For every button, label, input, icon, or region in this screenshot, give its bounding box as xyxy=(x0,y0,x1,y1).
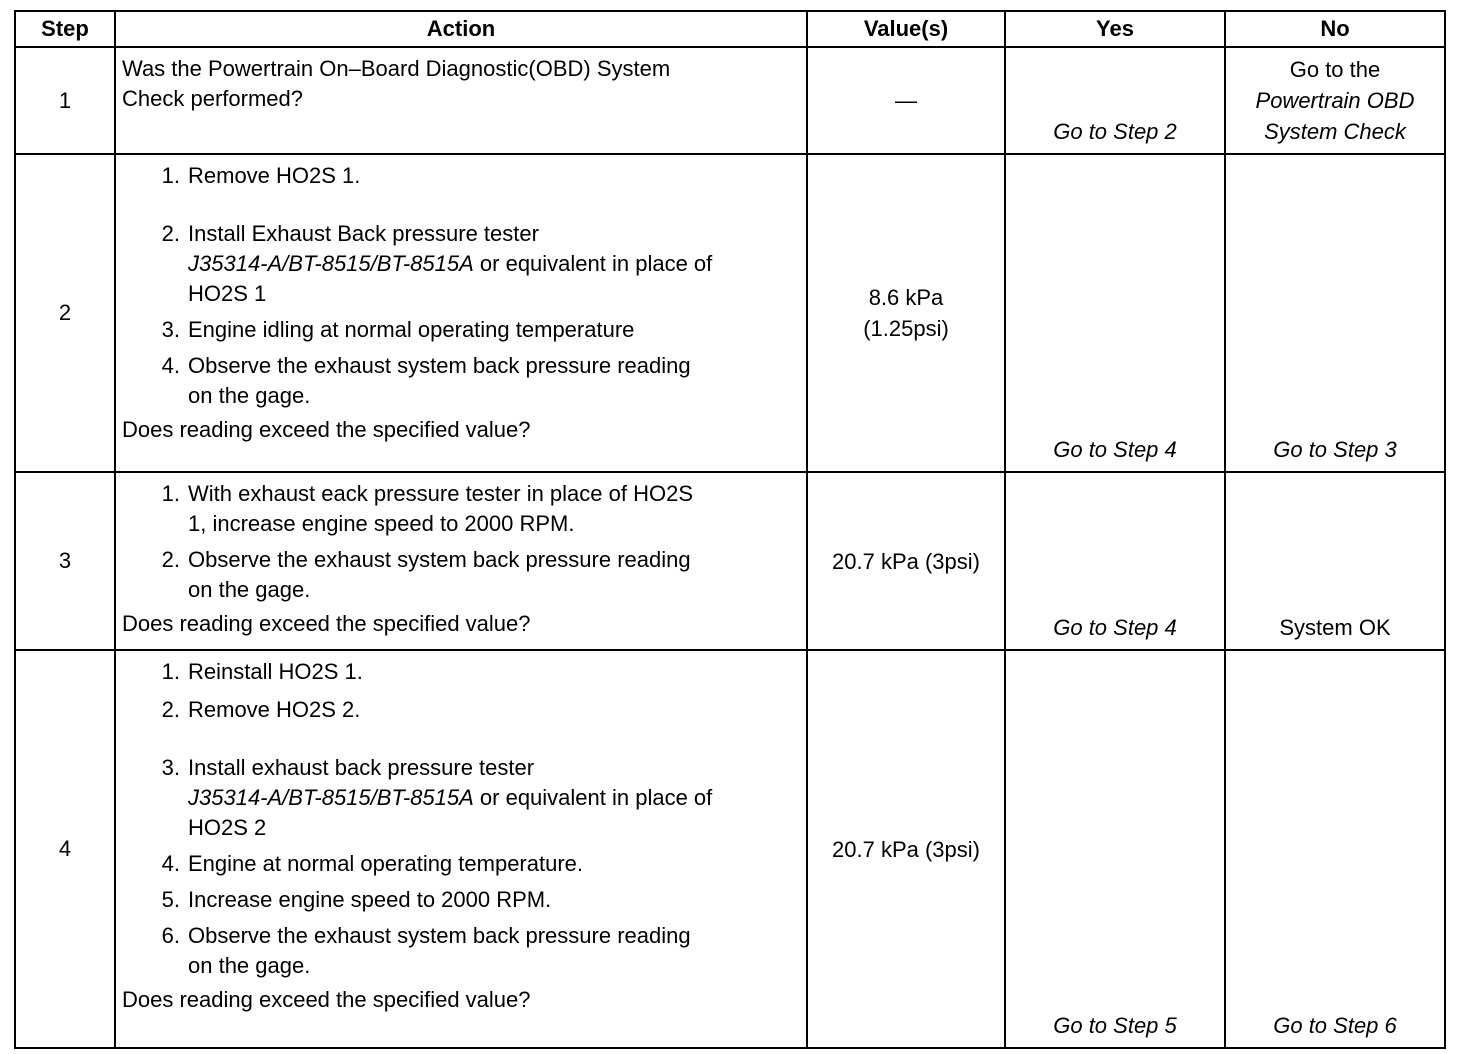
table-row xyxy=(15,650,1445,1048)
action-cell xyxy=(115,154,807,472)
no-link[interactable]: Powertrain OBD xyxy=(1255,88,1415,113)
value-cell: — xyxy=(807,47,1005,154)
table-row xyxy=(15,472,1445,650)
step-number: 3 xyxy=(15,472,115,650)
list-item: 6. Observe the exhaust system back pressure reading on the gage. xyxy=(161,923,691,978)
list-item: 1. Reinstall HO2S 1. xyxy=(161,659,363,684)
yes-link[interactable]: Go to Step 2 xyxy=(1005,47,1225,154)
tool-number: J35314-A/BT-8515/BT-8515A xyxy=(188,785,474,810)
action-cell xyxy=(115,472,807,650)
diagnostic-table xyxy=(14,10,1446,1049)
value-cell: 20.7 kPa (3psi) xyxy=(807,650,1005,1048)
header-action: Action xyxy=(115,11,807,47)
header-values: Value(s) xyxy=(807,11,1005,47)
no-text: Go to the xyxy=(1289,57,1381,82)
yes-link[interactable]: Go to Step 4 xyxy=(1005,154,1225,472)
yes-link[interactable]: Go to Step 4 xyxy=(1005,472,1225,650)
list-item: 2. Remove HO2S 2. xyxy=(161,697,361,722)
table-row xyxy=(15,47,1445,154)
value-cell: 8.6 kPa (1.25psi) xyxy=(807,154,1005,472)
step-number: 2 xyxy=(15,154,115,472)
no-text: System OK xyxy=(1225,472,1445,650)
no-cell[interactable] xyxy=(1225,47,1445,154)
list-item: 3. Engine idling at normal operating temperature xyxy=(161,317,635,342)
list-item: 1. Remove HO2S 1. xyxy=(161,163,361,188)
list-item: 2. Observe the exhaust system back pressure reading on the gage. xyxy=(161,547,691,602)
no-link[interactable]: Go to Step 3 xyxy=(1225,154,1445,472)
question-text: Check performed? xyxy=(122,86,303,111)
action-cell xyxy=(115,650,807,1048)
yes-link[interactable]: Go to Step 5 xyxy=(1005,650,1225,1048)
action-cell xyxy=(115,47,807,154)
header-step: Step xyxy=(15,11,115,47)
list-item: 1. With exhaust eack pressure tester in place of HO2S 1, increase engine speed to 2000 RPM. xyxy=(161,481,694,536)
list-item: 4. Engine at normal operating temperature. xyxy=(161,851,584,876)
no-link[interactable]: System Check xyxy=(1264,119,1406,144)
list-item: 5. Increase engine speed to 2000 RPM. xyxy=(161,887,552,912)
question-text: Does reading exceed the specified value? xyxy=(122,611,531,636)
step-number: 1 xyxy=(15,47,115,154)
list-item: 3. Install exhaust back pressure tester J35314-A/BT-8515/BT-8515A or equivalent in place of HO2S 2 xyxy=(161,755,713,840)
header-yes: Yes xyxy=(1005,11,1225,47)
list-item: 4. Observe the exhaust system back pressure reading on the gage. xyxy=(161,353,691,408)
no-link[interactable]: Go to Step 6 xyxy=(1225,650,1445,1048)
list-item: 2. Install Exhaust Back pressure tester J35314-A/BT-8515/BT-8515A or equivalent in place of HO2S 1 xyxy=(161,221,713,306)
header-row xyxy=(15,11,1445,47)
step-number: 4 xyxy=(15,650,115,1048)
header-no: No xyxy=(1225,11,1445,47)
table-row xyxy=(15,154,1445,472)
value-cell: 20.7 kPa (3psi) xyxy=(807,472,1005,650)
question-text: Does reading exceed the specified value? xyxy=(122,987,531,1012)
tool-number: J35314-A/BT-8515/BT-8515A xyxy=(188,251,474,276)
question-text: Was the Powertrain On–Board Diagnostic(OBD) System xyxy=(122,56,671,81)
question-text: Does reading exceed the specified value? xyxy=(122,417,531,442)
